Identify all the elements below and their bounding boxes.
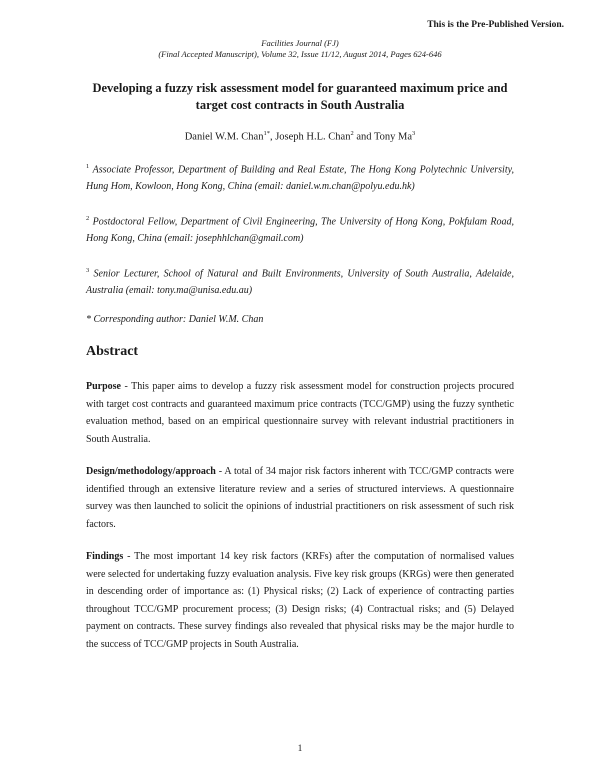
section-label: Design/methodology/approach xyxy=(86,466,216,477)
prepublished-notice: This is the Pre-Published Version. xyxy=(427,20,564,30)
affiliation-mark: 3 xyxy=(86,267,90,274)
affiliation xyxy=(86,158,514,195)
author-affiliation-mark: 1* xyxy=(263,130,270,137)
journal-citation xyxy=(0,38,600,60)
author-separator: , xyxy=(269,131,276,143)
affiliation xyxy=(86,262,514,299)
section-text: - The most important 14 key risk factors (KRFs) after the computation of normalised values were selected for undertaking fuzzy evaluation analysis. Five key risk groups (KRGs) were then generated in descending order of importance as: (1) Physical risks; (2) Lack of experience of contracting parties throughout TCC/GMP procurement process; (3) Design risks; (4) Contractual risks; and (5) Delayed payment on contracts. These survey findings also revealed that physical risks may be the major hurdle to the success of TCC/GMP projects in South Australia. xyxy=(86,551,514,650)
abstract-design-methodology xyxy=(86,463,514,533)
section-text: - A total of 34 major risk factors inherent with TCC/GMP contracts were identified through an extensive literature review and a series of structured interviews. A questionnaire survey was then launched to solicit the opinions of industrial practitioners on risk assessment of such risk factors. xyxy=(86,466,514,530)
abstract-findings xyxy=(86,548,514,653)
section-label: Purpose xyxy=(86,381,121,392)
author-name: Joseph H.L. Chan xyxy=(275,131,351,143)
affiliation xyxy=(86,210,514,247)
abstract-purpose xyxy=(86,378,514,448)
author-list xyxy=(0,130,600,143)
abstract-heading: Abstract xyxy=(86,344,139,359)
author-affiliation-mark: 3 xyxy=(412,130,416,137)
affiliation-text: Senior Lecturer, School of Natural and Built Environments, University of South Australia, Adelaide, Australia (email: tony.ma@unisa.edu.au) xyxy=(86,268,514,297)
section-label: Findings xyxy=(86,551,124,562)
journal-name: Facilities Journal (FJ) xyxy=(261,38,339,48)
author-separator: and xyxy=(353,131,374,143)
corresponding-author-note: * Corresponding author: Daniel W.M. Chan xyxy=(86,314,264,325)
affiliation-text: Associate Professor, Department of Building and Real Estate, The Hong Kong Polytechnic University, Hung Hom, Kowloon, Hong Kong, China (email: daniel.w.m.chan@polyu.edu.hk) xyxy=(86,164,514,193)
page-number: 1 xyxy=(297,744,303,754)
journal-volume-info: (Final Accepted Manuscript), Volume 32, Issue 11/12, August 2014, Pages 624-646 xyxy=(158,49,442,59)
affiliation-text: Postdoctoral Fellow, Department of Civil Engineering, The University of Hong Kong, Pokfulam Road, Hong Kong, China (email: josephhlchan@gmail.com) xyxy=(86,216,514,245)
section-text: - This paper aims to develop a fuzzy risk assessment model for construction projects procured with target cost contracts and guaranteed maximum price contracts (TCC/GMP) using the fuzzy synthetic evaluation method, based on an empirical questionnaire survey with relevant industrial practitioners in South Australia. xyxy=(86,381,514,445)
affiliation-mark: 2 xyxy=(86,215,90,222)
affiliation-mark: 1 xyxy=(86,163,90,170)
author-affiliation-mark: 2 xyxy=(350,130,354,137)
author-name: Daniel W.M. Chan xyxy=(184,131,264,143)
author-name: Tony Ma xyxy=(373,131,413,143)
paper-title: Developing a fuzzy risk assessment model for guaranteed maximum price and target cost contracts in South Australia xyxy=(92,81,508,112)
